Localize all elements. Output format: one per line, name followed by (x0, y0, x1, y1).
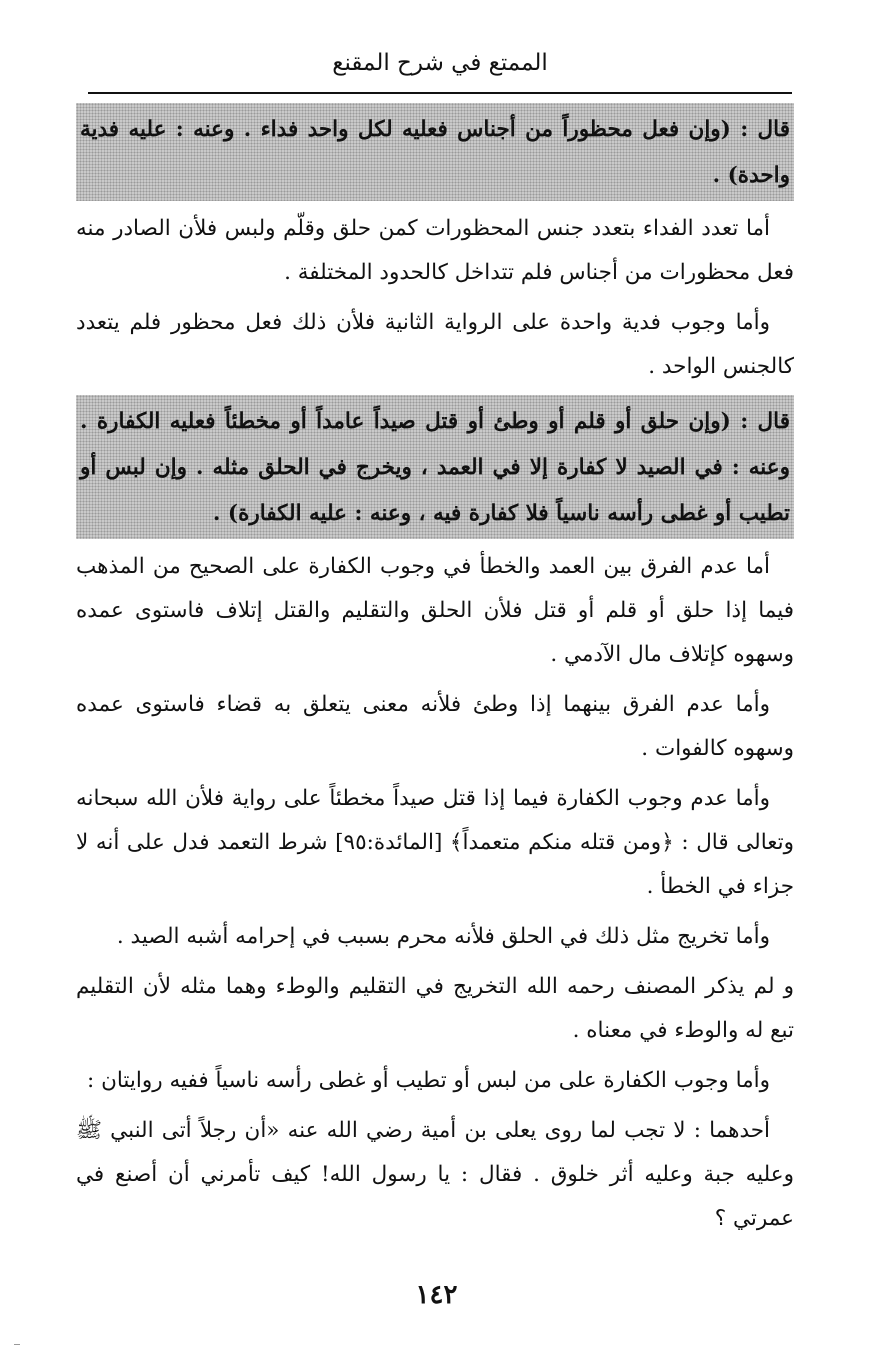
page-number: ١٤٢ (415, 1280, 458, 1310)
commentary-paragraph: أما عدم الفرق بين العمد والخطأ في وجوب الكفارة على الصحيح من المذهب فيما إذا حلق أو قلم أو قتل فلأن الحلق والتقليم والقتل إتلاف فاستوى عمده وسهوه كإتلاف مال الآدمي . (76, 554, 794, 667)
page-body (76, 103, 794, 1247)
commentary-paragraph: وأما عدم الفرق بينهما إذا وطئ فلأنه معنى يتعلق به قضاء فاستوى عمده وسهوه كالفوات . (76, 692, 794, 761)
commentary-paragraph: أما تعدد الفداء بتعدد جنس المحظورات كمن حلق وقلّم ولبس فلأن الصادر منه فعل محظورات من أجناس فلم تتداخل كالحدود المختلفة . (76, 216, 794, 285)
margin-mark (14, 1344, 20, 1345)
running-header-title: الممتع في شرح المقنع (332, 50, 548, 76)
commentary-paragraph: أحدهما : لا تجب لما روى يعلى بن أمية رضي الله عنه «أن رجلاً أتى النبي ﷺ وعليه جبة وعليه أثر خلوق . فقال : يا رسول الله! كيف تأمرني أن أصنع في عمرتي ؟ (76, 1118, 794, 1231)
matn-block-1: قال : (وإن فعل محظوراً من أجناس فعليه لكل واحد فداء . وعنه : عليه فدية واحدة) . (76, 103, 794, 201)
commentary-paragraph: و لم يذكر المصنف رحمه الله التخريج في التقليم والوطء وهما مثله لأن التقليم تبع له والوطء في معناه . (76, 974, 794, 1043)
commentary-paragraph: وأما عدم وجوب الكفارة فيما إذا قتل صيداً مخطئاً على رواية فلأن الله سبحانه وتعالى قال : ﴿ومن قتله منكم متعمداً﴾ [المائدة:٩٥] شرط التعمد فدل على أنه لا جزاء في الخطأ . (76, 786, 794, 899)
matn-block-2: قال : (وإن حلق أو قلم أو وطئ أو قتل صيداً عامداً أو مخطئاً فعليه الكفارة . وعنه : في الصيد لا كفارة إلا في العمد ، ويخرج في الحلق مثله . وإن لبس أو تطيب أو غطى رأسه ناسياً فلا كفارة فيه ، وعنه : عليه الكفارة) . (76, 395, 794, 539)
commentary-paragraph: وأما تخريج مثل ذلك في الحلق فلأنه محرم بسبب في إحرامه أشبه الصيد . (116, 924, 770, 949)
commentary-paragraph: وأما وجوب فدية واحدة على الرواية الثانية فلأن ذلك فعل محظور فلم يتعدد كالجنس الواحد . (76, 310, 794, 379)
header-rule (88, 92, 792, 94)
commentary-paragraph: وأما وجوب الكفارة على من لبس أو تطيب أو غطى رأسه ناسياً ففيه روايتان : (87, 1068, 770, 1093)
